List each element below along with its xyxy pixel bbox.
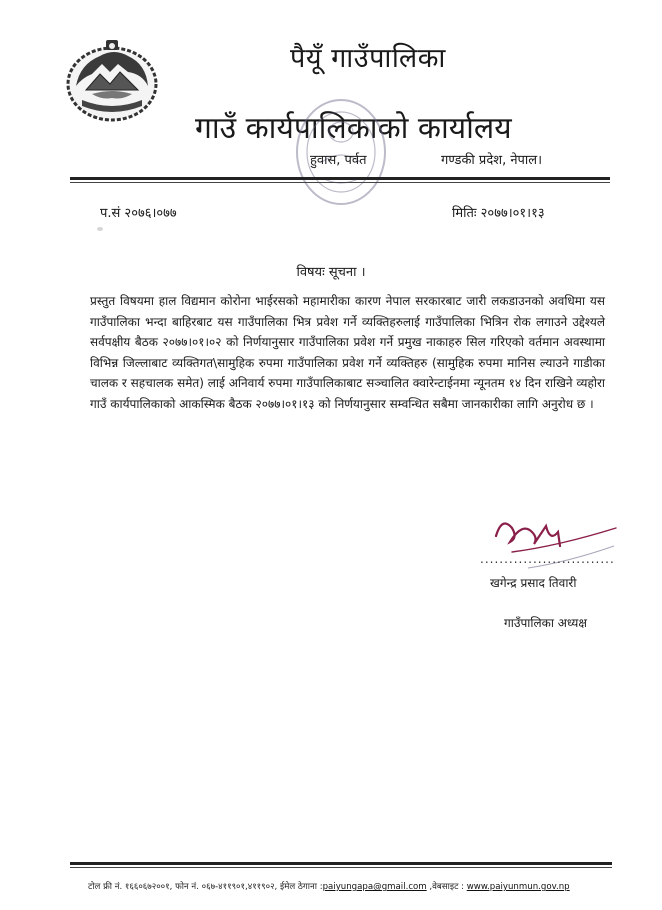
signatory-name: खगेन्द्र प्रसाद तिवारी	[490, 576, 577, 590]
nepal-emblem-icon	[62, 34, 162, 126]
office-name: गाउँ कार्यपालिकाको कार्यालय	[195, 111, 512, 146]
signature-icon	[488, 502, 623, 582]
footer-divider-thin	[70, 867, 612, 868]
address-local: हुवास, पर्वत	[310, 153, 367, 168]
footer-website-label: ,वेबसाइट :	[426, 882, 467, 892]
scan-speck	[97, 227, 103, 231]
reference-number: प.सं २०७६।०७७	[100, 206, 177, 221]
email-link[interactable]: paiyungapa@gmail.com	[322, 882, 427, 892]
header-divider-thin	[70, 182, 610, 183]
address-region: गण्डकी प्रदेश, नेपाल।	[441, 153, 543, 168]
footer-contact-info: टोल फ्री नं. १६६०६७२००१, फोन नं. ०६७-४११९०१,४११९०२, ईमेल ठेगाना :	[88, 882, 323, 892]
notice-date: मितिः २०७७।०१।१३	[452, 206, 545, 221]
footer-divider	[70, 862, 612, 865]
municipality-name: पैयूँ गाउँपालिका	[290, 43, 446, 74]
signatory-title: गाउँपालिका अध्यक्ष	[504, 616, 587, 630]
header-divider	[70, 177, 610, 180]
signature-line: ............................	[480, 552, 615, 566]
notice-subject: विषयः सूचना ।	[296, 265, 366, 280]
website-link[interactable]: www.paiyunmun.gov.np	[466, 882, 570, 892]
notice-body: प्रस्तुत विषयमा हाल विद्यमान कोरोना भाईरसको महामारीका कारण नेपाल सरकारबाट जारी लकडाउनको अवधिमा यस गाउँपालिका भन्दा बाहिरबाट यस गाउँपालिका भित्र प्रवेश गर्ने व्यक्तिहरुलाई गाउँपालिका भित्रिन रोक लगाउने उद्देश्यले सर्वपक्षीय बैठक २०७७।०१।०२ को निर्णयानुसार गाउँपालिका प्रवेश गर्ने प्रमुख नाकाहरु सिल गरिएको वर्तमान अवस्थामा विभिन्न जिल्लाबाट व्यक्तिगत\सामुहिक रुपमा गाउँपालिका प्रवेश गर्ने व्यक्तिहरु (सामुहिक रुपमा मानिस ल्याउने गाडीका चालक र सहचालक समेत) लाई अनिवार्य रुपमा गाउँपालिकाबाट सञ्चालित क्वारेन्टाईनमा न्यूनतम १४ दिन राखिने व्यहोरा गाउँ कार्यपालिकाको आकस्मिक बैठक २०७७।०१।१३ को निर्णयानुसार सम्वन्धित सबैमा जानकारीका लागि अनुरोध छ ।	[90, 294, 605, 411]
footer-contact	[88, 880, 628, 892]
